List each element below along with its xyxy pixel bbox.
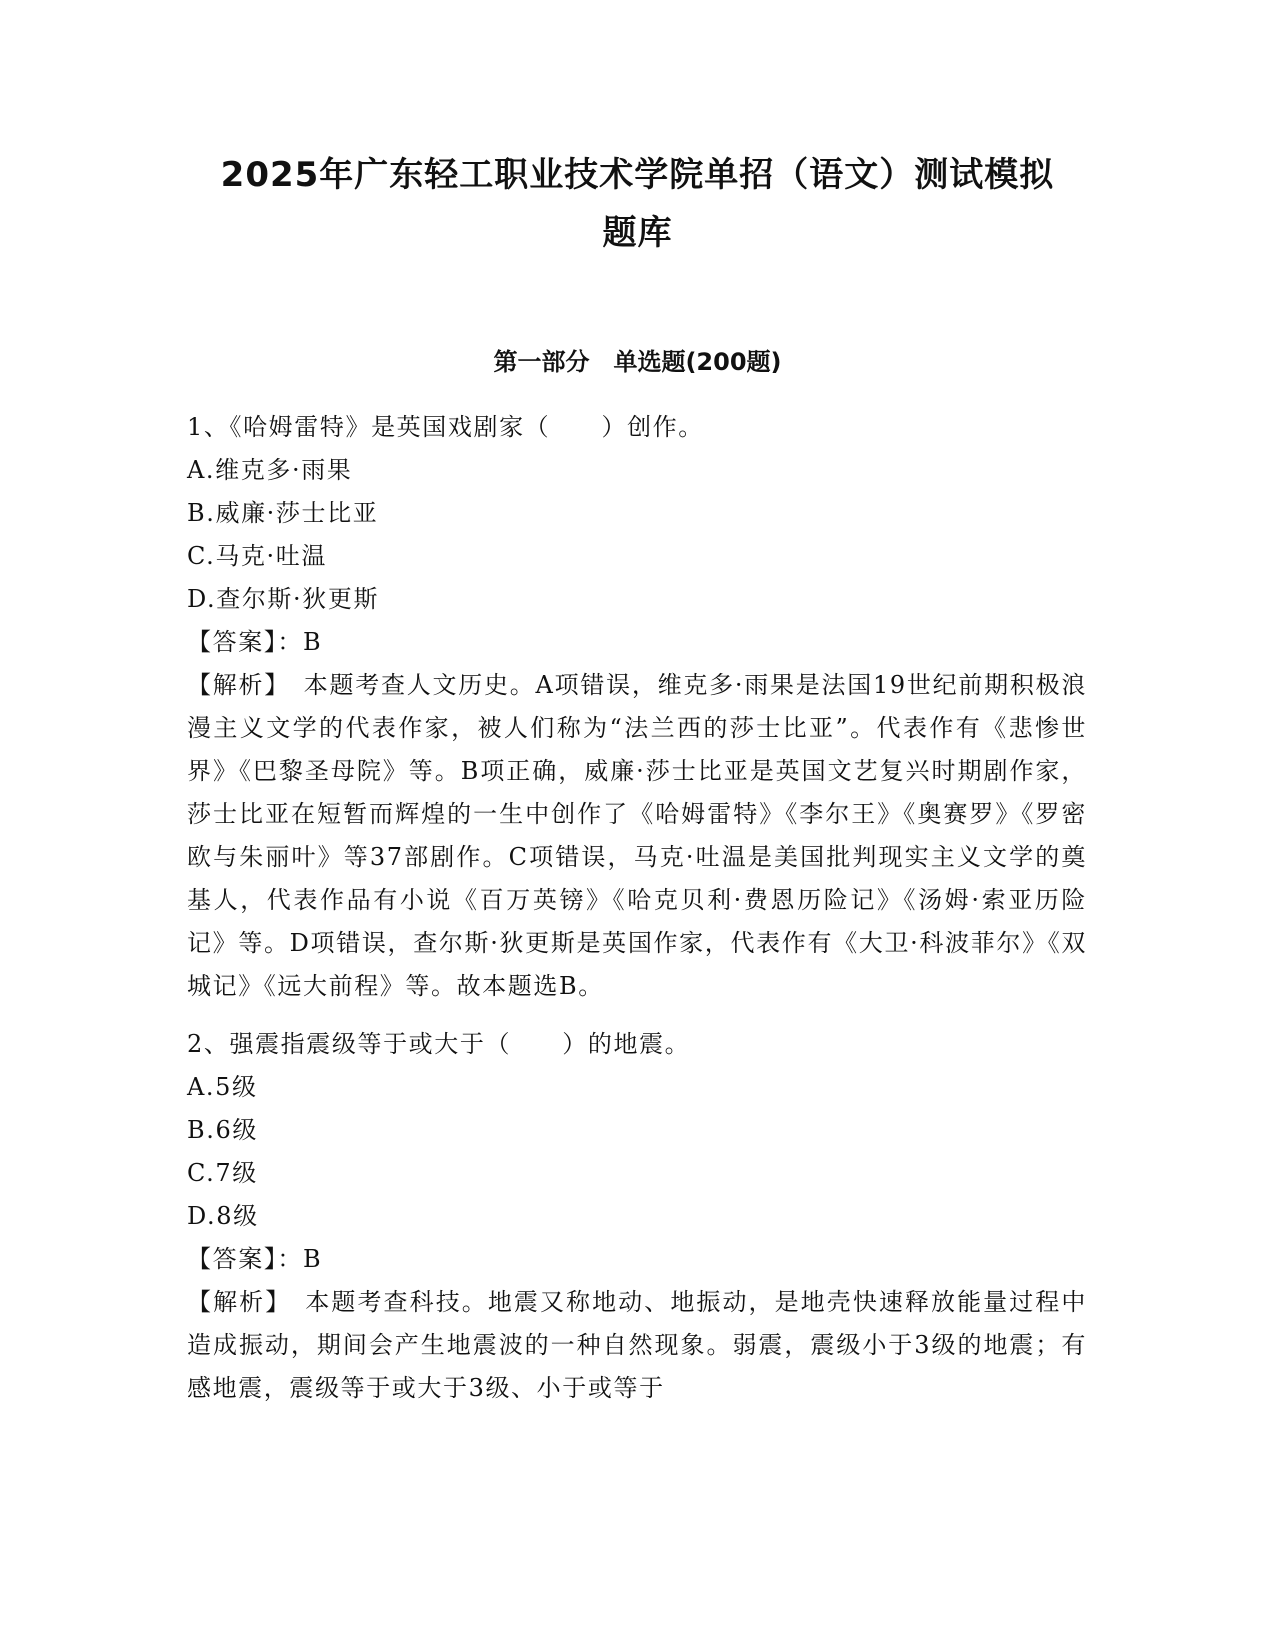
option-c: C.7级: [187, 1159, 258, 1187]
answer: 【答案】：B: [187, 628, 323, 656]
option-d: D.查尔斯·狄更斯: [187, 585, 380, 613]
option-c: C.马克·吐温: [187, 542, 327, 570]
question-list: [187, 406, 1087, 1410]
document-title-line-1: 2025年广东轻工职业技术学院单招（语文）测试模拟: [220, 155, 1055, 195]
analysis: [187, 1281, 1087, 1410]
analysis-text: 本题考查人文历史。A项错误，维克多·雨果是法国19世纪前期积极浪漫主义文学的代表作家，被人们称为“法兰西的莎士比亚”。代表作有《悲惨世界》《巴黎圣母院》等。B项正确，威廉·莎士比亚是英国文艺复兴时期剧作家，莎士比亚在短暂而辉煌的一生中创作了《哈姆雷特》《李尔王》《奥赛罗》《罗密欧与朱丽叶》等37部剧作。C项错误，马克·吐温是美国批判现实主义文学的奠基人，代表作品有小说《百万英镑》《哈克贝利·费恩历险记》《汤姆·索亚历险记》等。D项错误，查尔斯·狄更斯是英国作家，代表作有《大卫·科波菲尔》《双城记》《远大前程》等。故本题选B。: [187, 671, 1087, 1000]
document-title: [150, 146, 1125, 262]
question-stem: 1、《哈姆雷特》是英国戏剧家（ ）创作。: [187, 413, 704, 441]
question-2: [187, 1023, 1087, 1410]
section-heading: 第一部分 单选题(200题): [493, 348, 782, 376]
document-title-line-2: 题库: [602, 213, 673, 253]
option-d: D.8级: [187, 1202, 259, 1230]
option-a: A.维克多·雨果: [187, 456, 353, 484]
analysis-label: 【解析】: [187, 671, 279, 699]
analysis: [187, 664, 1087, 1008]
analysis-label: 【解析】: [187, 1288, 280, 1316]
option-a: A.5级: [187, 1073, 258, 1101]
answer: 【答案】：B: [187, 1245, 323, 1273]
question-stem: 2、强震指震级等于或大于（ ）的地震。: [187, 1030, 691, 1058]
analysis-text: 本题考查科技。地震又称地动、地振动，是地壳快速释放能量过程中造成振动，期间会产生地震波的一种自然现象。弱震，震级小于3级的地震；有感地震，震级等于或大于3级、小于或等于: [187, 1288, 1087, 1402]
question-spacer: [187, 1008, 1087, 1023]
option-b: B.威廉·莎士比亚: [187, 499, 379, 527]
option-b: B.6级: [187, 1116, 258, 1144]
question-1: [187, 406, 1087, 1008]
